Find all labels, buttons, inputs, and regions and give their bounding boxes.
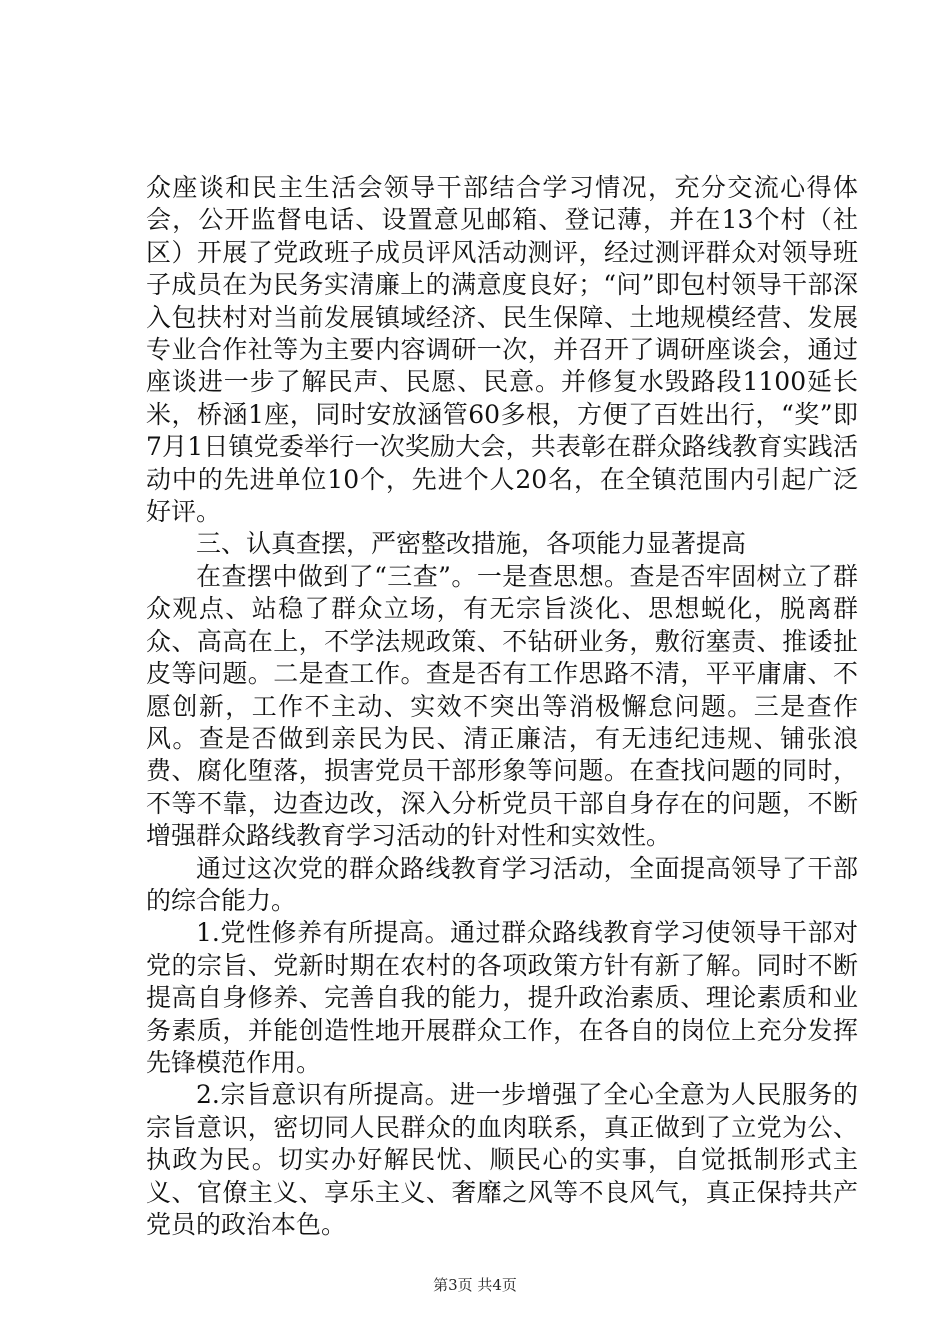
paragraph-6: 2.宗旨意识有所提高。进一步增强了全心全意为人民服务的宗旨意识，密切同人民群众的血肉联系，真正做到了立党为公、执政为民。切实办好解民忧、顺民心的实事，自觉抵制形式主义、官僚主义、享乐主义、奢靡之风等不良风气，真正保持共产党员的政治本色。 [146, 1080, 858, 1239]
paragraph-1: 众座谈和民主生活会领导干部结合学习情况，充分交流心得体会，公开监督电话、设置意见邮箱、登记薄，并在13个村（社区）开展了党政班子成员评风活动测评，经过测评群众对领导班子成员在为民务实清廉上的满意度良好；“问”即包村领导干部深入包扶村对当前发展镇域经济、民生保障、土地规模经营、发展专业合作社等为主要内容调研一次，并召开了调研座谈会，通过座谈进一步了解民声、民愿、民意。并修复水毁路段1100延长米，桥涵1座，同时安放涵管60多根，方便了百姓出行，“奖”即7月1日镇党委举行一次奖励大会，共表彰在群众路线教育实践活动中的先进单位10个，先进个人20名，在全镇范围内引起广泛好评。 [146, 173, 858, 527]
section-heading-3: 三、认真查摆，严密整改措施，各项能力显著提高 [196, 529, 747, 559]
paragraph-3: 在查摆中做到了“三查”。一是查思想。查是否牢固树立了群众观点、站稳了群众立场，有无宗旨淡化、思想蜕化，脱离群众、高高在上，不学法规政策、不钻研业务，敷衍塞责、推诿扯皮等问题。二是查工作。查是否有工作思路不清，平平庸庸、不愿创新，工作不主动、实效不突出等消极懈怠问题。三是查作风。查是否做到亲民为民、清正廉洁，有无违纪违规、铺张浪费、腐化堕落，损害党员干部形象等问题。在查找问题的同时，不等不靠，边查边改，深入分析党员干部自身存在的问题，不断增强群众路线教育学习活动的针对性和实效性。 [146, 561, 858, 851]
page-footer: 第3页 共4页 [433, 1276, 517, 1294]
document-body [146, 172, 858, 1241]
paragraph-5: 1.党性修养有所提高。通过群众路线教育学习使领导干部对党的宗旨、党新时期在农村的各项政策方针有新了解。同时不断提高自身修养、完善自我的能力，提升政治素质、理论素质和业务素质，并能创造性地开展群众工作，在各自的岗位上充分发挥先锋模范作用。 [146, 918, 858, 1077]
paragraph-4: 通过这次党的群众路线教育学习活动，全面提高领导了干部的综合能力。 [146, 853, 858, 915]
